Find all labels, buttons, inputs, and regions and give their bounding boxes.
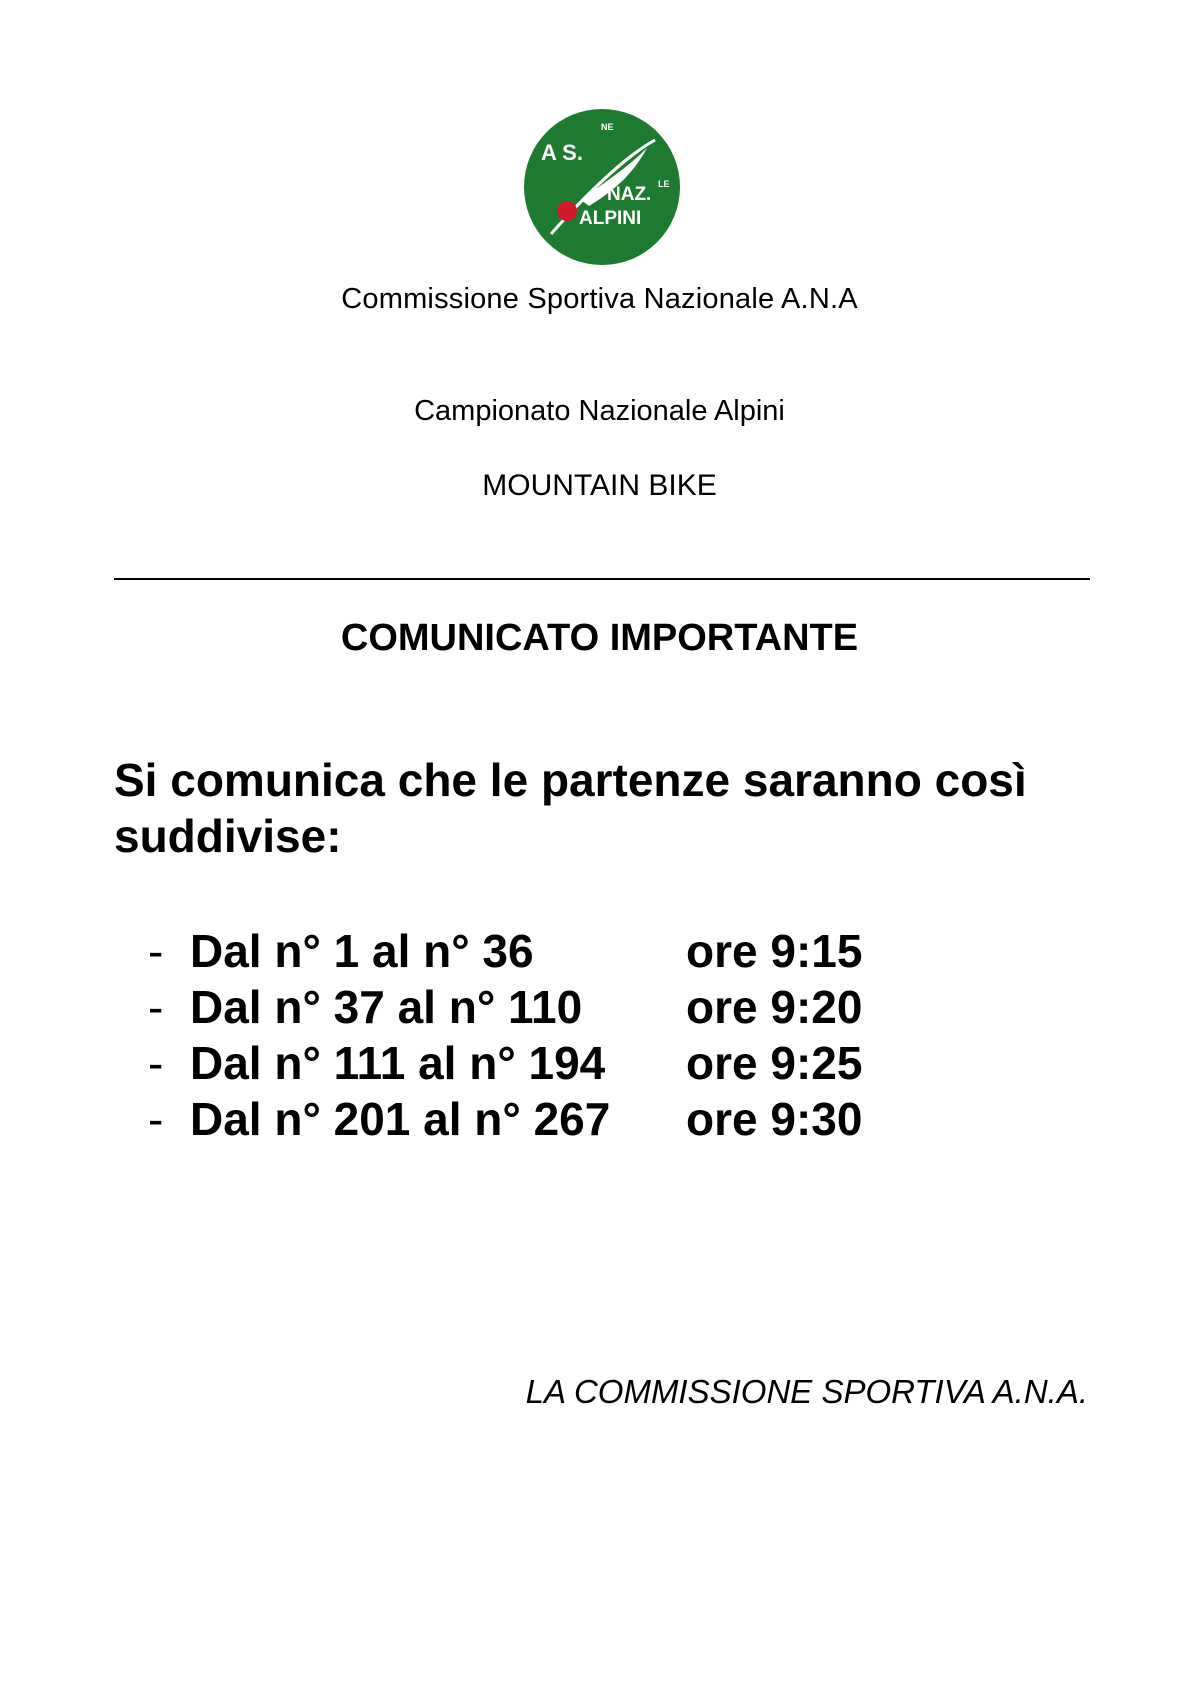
discipline-title: MOUNTAIN BIKE: [482, 469, 717, 502]
bib-range: Dal n° 111 al n° 194: [190, 1037, 606, 1089]
schedule-row: [148, 1091, 948, 1147]
organization-name: Commissione Sportiva Nazionale A.N.A: [341, 283, 858, 315]
start-time: ore 9:30: [686, 1093, 863, 1145]
signature: LA COMMISSIONE SPORTIVA A.N.A.: [525, 1373, 1088, 1410]
schedule-row: [148, 1035, 948, 1091]
ana-sports-logo: [523, 108, 681, 266]
logo-text-top-super: NE: [601, 122, 614, 132]
logo-text-top: A S.: [541, 140, 583, 165]
bib-range: Dal n° 37 al n° 110: [190, 981, 583, 1033]
horizontal-divider: [114, 578, 1090, 580]
list-dash: -: [148, 1037, 164, 1089]
schedule-row: [148, 979, 948, 1035]
list-dash: -: [148, 925, 164, 977]
logo-text-bottom: ALPINI: [579, 208, 642, 229]
schedule-row: [148, 923, 948, 979]
start-schedule-list: [148, 923, 948, 1147]
notice-title: COMUNICATO IMPORTANTE: [340, 617, 859, 659]
list-dash: -: [148, 1093, 164, 1145]
bib-range: Dal n° 201 al n° 267: [190, 1093, 611, 1145]
red-pompom-icon: [557, 201, 577, 221]
notice-intro: Si comunica che le partenze saranno così suddivise:: [114, 754, 1027, 862]
logo-text-middle: NAZ.: [607, 184, 652, 205]
start-time: ore 9:25: [686, 1037, 863, 1089]
start-time: ore 9:20: [686, 981, 863, 1033]
list-dash: -: [148, 981, 164, 1033]
bib-range: Dal n° 1 al n° 36: [190, 925, 534, 977]
start-time: ore 9:15: [686, 925, 863, 977]
championship-title: Campionato Nazionale Alpini: [414, 395, 785, 427]
logo-text-middle-super: LE: [658, 179, 670, 189]
